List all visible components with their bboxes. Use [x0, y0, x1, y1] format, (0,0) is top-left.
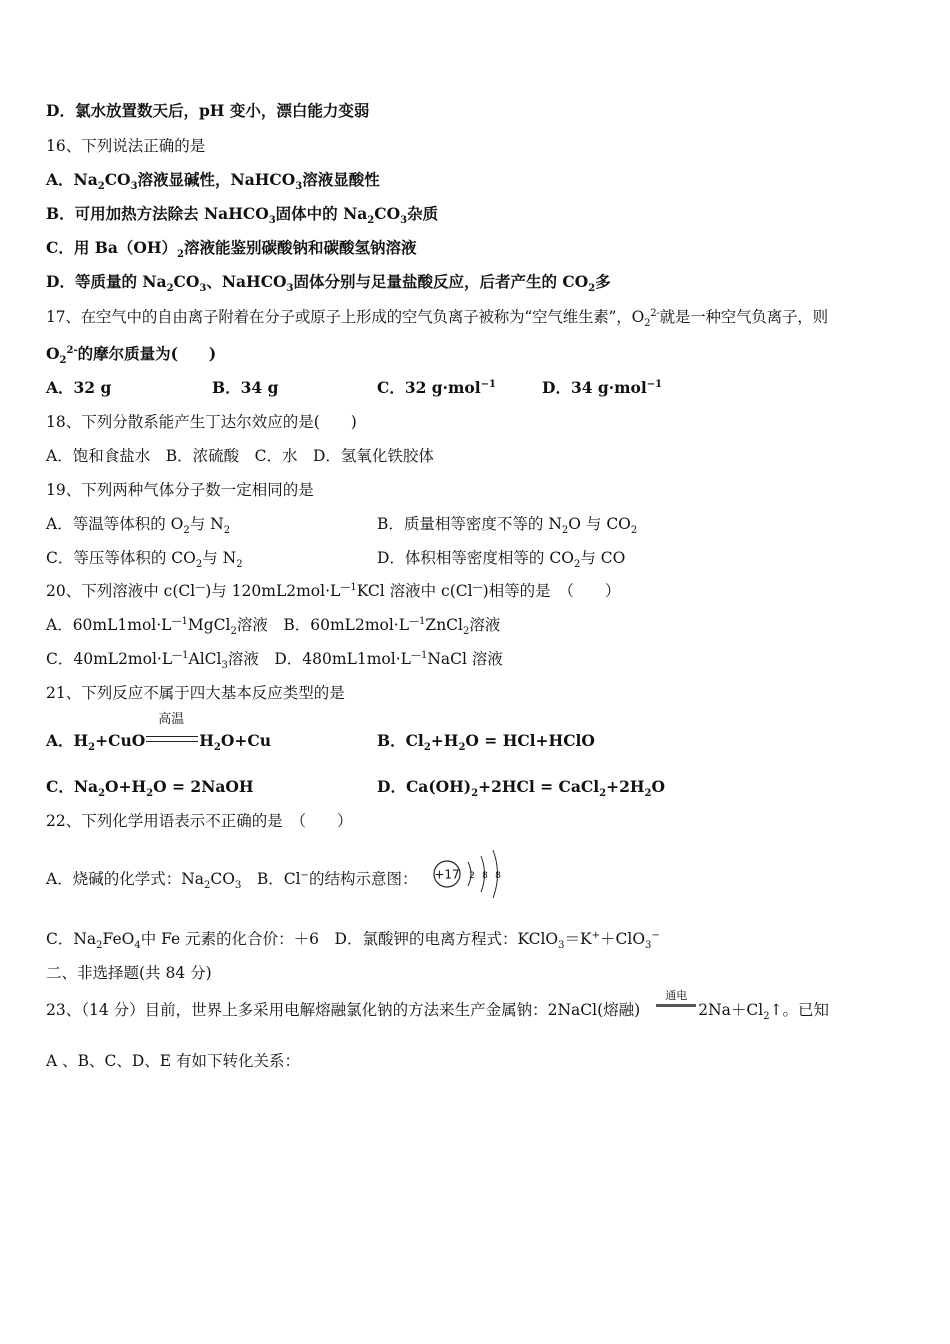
q17-option-d: D．34 g·mol$^{-1}$	[542, 378, 663, 397]
q16-stem: 16、下列说法正确的是	[46, 137, 206, 155]
q19-option-a: A．等温等体积的 $O_2$与 $N_2$	[46, 515, 231, 537]
q20-stem: 20、下列溶液中 c(Cl—)与 $120mL2mol\cdot L^{—1}KCl$ 溶液中 c(Cl—)相等的是 （ ）	[46, 581, 621, 600]
q20-options-ab: A．$60mL1mol\cdot L^{—1}MgCl_2$溶液 B．$60mL2mol\cdot L^{—1}ZnCl_2$溶液	[46, 615, 501, 638]
q21-option-a: A．$H_2+CuO$ 高温 $H_2O+Cu$	[46, 712, 271, 754]
q21-option-b: B．$Cl_2+H_2O$ = HCl+HClO	[377, 731, 595, 754]
q23-stem-line1: 23、（14 分）目前，世界上多采用电解熔融氯化钠的方法来生产金属钠：2NaCl(熔融) 通电 $2Na+Cl_2↑$。已知	[46, 989, 830, 1023]
q17-option-b: B．34 g	[212, 378, 279, 397]
q16-option-d: D．等质量的 $Na_2CO_3$、NaHCO$_3$固体分别与足量盐酸反应，后者产生的 $CO_2$多	[46, 272, 611, 295]
cl-ion-structure-diagram	[430, 846, 510, 902]
section-title-non-choice: 二、非选择题(共 84 分)	[46, 964, 212, 982]
q18-options: A．饱和食盐水 B．浓硫酸 C．水 D．氢氧化铁胶体	[46, 447, 434, 465]
q15-option-d: D．氯水放置数天后，pH 变小，漂白能力变弱	[46, 101, 370, 120]
shell-electron-count: 2	[469, 871, 475, 881]
q19-option-d: D．体积相等密度相等的 $CO_2$与 CO	[377, 549, 626, 571]
q21-option-d: D．$Ca(OH)_2+2HCl$ = $CaCl_2+2H_2O$	[377, 777, 666, 800]
q22-stem: 22、下列化学用语表示不正确的是 （ ）	[46, 812, 353, 830]
q17-stem-line1: 17、在空气中的自由离子附着在分子或原子上形成的空气负离子被称为“空气维生素”，$O_2^{2-}$就是一种空气负离子，则	[46, 307, 828, 330]
q19-option-b: B．质量相等密度不等的 $N_2O$ 与 $CO_2$	[377, 515, 638, 537]
q22-options-ab: A．烧碱的化学式：$Na_2CO_3$ B．Cl−的结构示意图：	[46, 869, 418, 892]
q16-option-c: C．用 $Ba(OH)_2$溶液能鉴别碳酸钠和碳酸氢钠溶液	[46, 238, 417, 261]
q20-options-cd: C．$40mL2mol\cdot L^{—1}AlCl_3$溶液 D．$480mL1mol\cdot L^{—1}NaCl$ 溶液	[46, 649, 503, 672]
q16-option-b: B．可用加热方法除去 NaHCO$_3$固体中的 $Na_2CO_3$杂质	[46, 204, 439, 227]
high-temp-equals: 高温	[145, 731, 199, 751]
q22-options-cd: C．$Na_2FeO_4$中 Fe 元素的化合价：＋6 D．氯酸钾的电离方程式：KClO$_3$＝K+＋ClO$_3$−	[46, 929, 660, 952]
q17-option-c: C．32 g·mol$^{-1}$	[377, 378, 497, 397]
q18-stem: 18、下列分散系能产生丁达尔效应的是( )	[46, 413, 357, 431]
q21-option-c: C．$Na_2O+H_2O$ = 2NaOH	[46, 777, 254, 800]
q17-stem-line2: $O_2^{2-}$的摩尔质量为( )	[46, 344, 217, 367]
shell-electron-count: 8	[482, 871, 488, 881]
q16-option-a: A．$Na_2CO_3$溶液显碱性，NaHCO$_3$溶液显酸性	[46, 170, 380, 193]
nucleus-charge: +17	[434, 867, 460, 882]
electrolysis-arrow: 通电	[640, 1000, 698, 1020]
q21-stem: 21、下列反应不属于四大基本反应类型的是	[46, 684, 345, 702]
q17-option-a: A．32 g	[46, 378, 112, 397]
shell-electron-count: 8	[495, 871, 501, 881]
q19-stem: 19、下列两种气体分子数一定相同的是	[46, 481, 314, 499]
q23-stem-line2: A 、B、C、D、E 有如下转化关系：	[46, 1052, 301, 1070]
q19-option-c: C．等压等体积的 $CO_2$与 $N_2$	[46, 549, 243, 571]
